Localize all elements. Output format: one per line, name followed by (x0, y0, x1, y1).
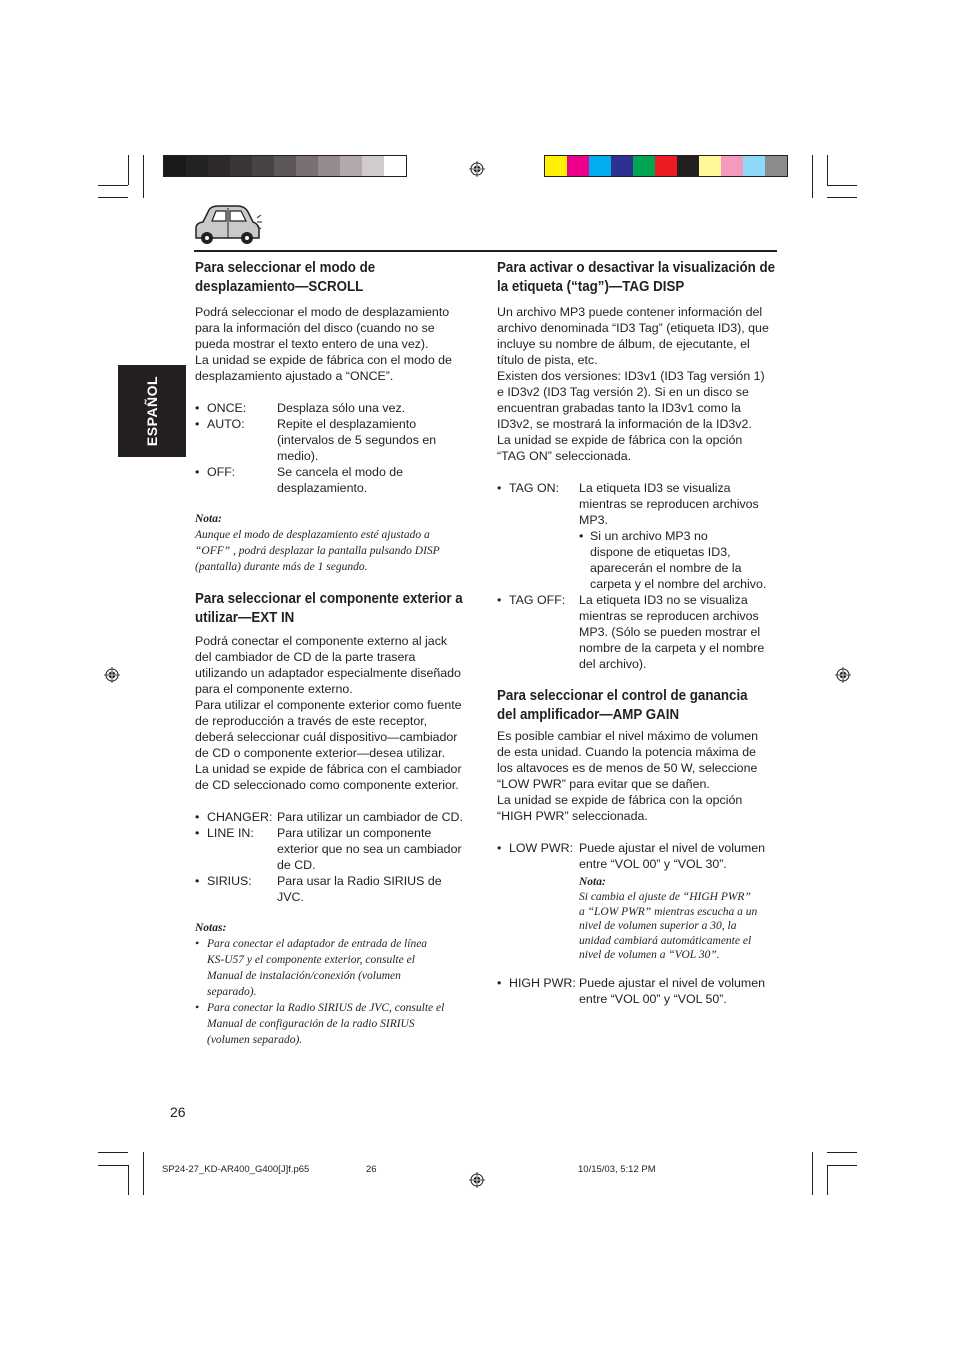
crop-mark (827, 1165, 828, 1195)
color-swatch (340, 156, 362, 176)
crop-mark (98, 1165, 128, 1166)
option-auto: • AUTO: Repite el desplazamiento (195, 417, 417, 431)
paragraph: desplazamiento ajustado a “ONCE”. (195, 369, 394, 383)
option-high-pwr: • HIGH PWR: Puede ajustar el nivel de volumen (497, 975, 765, 990)
footer-filename: SP24-27_KD-AR400_G400[J]f.p65 (162, 1164, 310, 1175)
option-line-in: • LINE IN: Para utilizar un componente (195, 826, 432, 840)
crop-mark (128, 1165, 129, 1195)
note-text: Aunque el modo de desplazamiento esté ajustado a (195, 529, 430, 541)
note-item: • Para conectar la Radio SIRIUS de JVC, consulte el (195, 1002, 445, 1014)
option-tag-off: • TAG OFF: La etiqueta ID3 no se visualiza (497, 593, 748, 607)
language-label: ESPAÑOL (144, 375, 160, 447)
note-item: • Para conectar el adaptador de entrada de línea (195, 938, 428, 950)
grayscale-color-bar (163, 155, 407, 177)
color-swatch (274, 156, 296, 176)
color-swatch (589, 156, 611, 176)
registration-mark-icon (835, 667, 851, 683)
color-swatch (252, 156, 274, 176)
color-swatch (699, 156, 721, 176)
color-swatch (545, 156, 567, 176)
color-swatch (611, 156, 633, 176)
color-swatch (318, 156, 340, 176)
color-swatch (655, 156, 677, 176)
color-swatch (230, 156, 252, 176)
scroll-heading: Para seleccionar el modo de desplazamiento—SCROLL (195, 260, 376, 295)
color-swatch (186, 156, 208, 176)
crop-mark (827, 185, 857, 186)
process-color-bar (544, 155, 788, 177)
paragraph: Es posible cambiar el nivel máximo de volumen (497, 729, 759, 743)
amp-note: Nota: Si cambia el ajuste de “HIGH PWR” a “LOW PWR” mientras escucha a un nivel de volumen superior a 30, la unidad cambiará automáticamente el nivel de volumen a “VOL 30”. (497, 875, 782, 963)
color-swatch (765, 156, 787, 176)
notes-title: Notas: (195, 922, 227, 934)
sub-bullet: • Si un archivo MP3 no (579, 529, 708, 543)
paragraph: Podrá seleccionar el modo de desplazamiento (195, 305, 450, 319)
option-changer: • CHANGER: Para utilizar un cambiador de CD. (195, 810, 463, 824)
crop-mark (812, 1152, 813, 1195)
registration-mark-icon (104, 667, 120, 683)
crop-mark (143, 1152, 144, 1195)
crop-mark (128, 155, 129, 185)
option-tag-on: • TAG ON: La etiqueta ID3 se visualiza (497, 481, 731, 495)
color-swatch (633, 156, 655, 176)
color-swatch (721, 156, 743, 176)
crop-mark (98, 1152, 128, 1153)
crop-mark (98, 197, 128, 198)
color-swatch (208, 156, 230, 176)
color-swatch (164, 156, 186, 176)
color-swatch (296, 156, 318, 176)
option-once: • ONCE: Desplaza sólo una vez. (195, 401, 406, 415)
paragraph: para la información del disco (cuando no se (195, 321, 435, 335)
language-side-tab (118, 365, 186, 457)
page-number: 26 (170, 1104, 186, 1120)
footer-date: 10/15/03, 5:12 PM (578, 1164, 656, 1175)
paragraph: Un archivo MP3 puede contener información del (497, 305, 763, 319)
crop-mark (98, 185, 128, 186)
crop-mark (812, 155, 813, 198)
paragraph: La unidad se expide de fábrica con el modo de (195, 353, 452, 367)
amp-gain-heading: Para seleccionar el control de ganancia del amplificador—AMP GAIN (497, 688, 748, 723)
footer-page: 26 (366, 1164, 377, 1175)
color-swatch (567, 156, 589, 176)
color-swatch (362, 156, 384, 176)
left-column: Para seleccionar el modo de desplazamiento—SCROLL Podrá seleccionar el modo de desplazamiento para la información del disco (cuando no se pueda mostrar el texto entero de una vez). La unidad se expide de fábrica con el modo de desplazamiento ajustado a “ONCE”. • ONCE: Desplaza sólo una vez. • AUTO: Repite el desplazamiento (intervalos de 5 segundos en medio). • OFF: Se cancela el modo de desplazamiento. Nota: Aunque el modo de desplazamiento esté ajustado a “OFF” , podrá desplazar la pantalla pulsando DISP (pantalla) durante más de 1 segundo. Para seleccionar el componente exterior a utilizar—EXT IN Podrá conectar el componente externo al jack del cambiador de CD de la parte trasera utilizando un adaptador especialmente diseñado para el componente externo. Para utilizar el componente exterior como fuente de reproducción a través de este receptor, deberá seleccionar cuál dispositivo—cambiador de CD o componente exterior—desea utilizar. La unidad se expide de fábrica con el cambiador de CD seleccionado como componente exterior. • CHANGER: Para utilizar un cambiador de CD. • LINE IN: Para utilizar un componente exterior que no sea un cambiador de CD. • SIRIUS: Para usar la Radio SIRIUS de JVC. Notas: • Para conectar el adaptador de entrada de línea KS-U57 y el componente exterior, consulte el Manual de instalación/conexión (volumen separado). • Para conectar la Radio SIRIUS de JVC, consulte el Manual de configuración de la radio SIRIUS (volumen separado). (195, 259, 477, 1048)
option-off: • OFF: Se cancela el modo de (195, 465, 404, 479)
ext-in-heading: Para seleccionar el componente exterior a utilizar—EXT IN (195, 591, 463, 626)
color-swatch (384, 156, 406, 176)
right-column: Para activar o desactivar la visualización de la etiqueta (“tag”)—TAG DISP Un archivo MP3 puede contener información del archivo denominada “ID3 Tag” (etiqueta ID3), que incluye su nombre de álbum, de ejecutante, el título de pista, etc. Existen dos versiones: ID3v1 (ID3 Tag versión 1) e ID3v2 (ID3 Tag versión 2). Si en un disco se encuentran grabadas tanto la ID3v1 como la ID3v2, se mostrará la información de la ID3v2. La unidad se expide de fábrica con la opción “TAG ON” seleccionada. • TAG ON: La etiqueta ID3 se visualiza mientras se reproducen archivos MP3. • Si un archivo MP3 no dispone de etiquetas ID3, aparecerán el nombre de la carpeta y el nombre del archivo. • TAG OFF: La etiqueta ID3 no se visualiza mientras se reproducen archivos MP3. (Sólo se pueden mostrar el nombre de la carpeta y el nombre del archivo). Para seleccionar el control de ganancia del amplificador—AMP GAIN Es posible cambiar el nivel máximo de volumen de esta unidad. Cuando la potencia máxima de los altavoces es de menos de 50 W, seleccione “LOW PWR” para evitar que se dañen. La unidad se expide de fábrica con la opción “HIGH PWR” seleccionada. • LOW PWR: Puede ajustar el nivel de volumen entre “VOL 00” y “VOL 30”. Nota: Si cambia el ajuste de “HIGH PWR” a “LOW PWR” mientras escucha a un nivel de volumen superior a 30, la unidad cambiará automáticamente el nivel de volumen a “VOL 30”. • HIGH PWR: Puede ajustar el nivel de volumen entre “VOL 00” y “VOL 50”. (497, 259, 782, 1007)
crop-mark (827, 1152, 857, 1153)
crop-mark (143, 155, 144, 198)
registration-mark-icon (469, 1172, 485, 1188)
option-low-pwr: • LOW PWR: Puede ajustar el nivel de volumen (497, 841, 765, 855)
car-icon (193, 204, 263, 246)
note-title: Nota: (195, 513, 222, 525)
tag-disp-heading: Para activar o desactivar la visualización de la etiqueta (“tag”)—TAG DISP (497, 260, 776, 295)
option-sirius: • SIRIUS: Para usar la Radio SIRIUS de (195, 874, 442, 888)
color-swatch (743, 156, 765, 176)
header-rule (194, 250, 777, 252)
paragraph: pueda mostrar el texto entero de una vez). (195, 337, 429, 351)
crop-mark (827, 155, 828, 185)
crop-mark (827, 197, 857, 198)
registration-mark-icon (469, 161, 485, 177)
color-swatch (677, 156, 699, 176)
crop-mark (827, 1165, 857, 1166)
note-title: Nota: (579, 876, 606, 888)
paragraph: Podrá conectar el componente externo al jack (195, 634, 448, 648)
